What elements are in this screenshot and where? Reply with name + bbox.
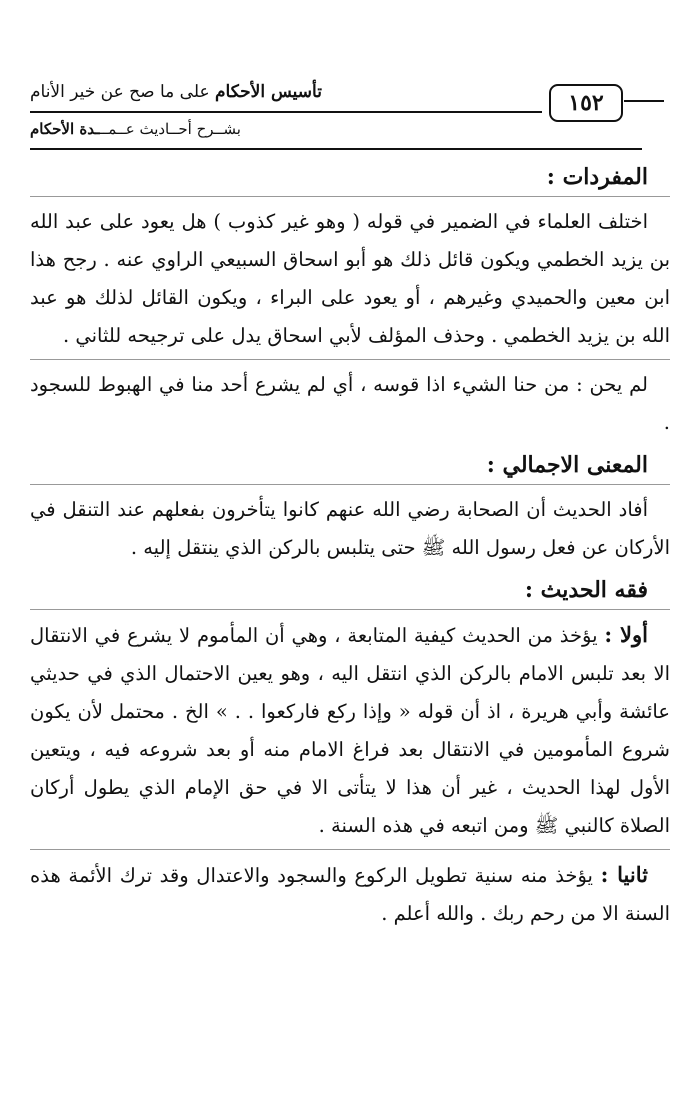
section-heading-fiqh: فقه الحديث : — [524, 577, 648, 603]
book-subtitle — [30, 120, 540, 138]
paragraph-fiqh-point-2 — [30, 856, 670, 933]
point-2-label: ثانيا : — [600, 862, 648, 887]
paragraph-mufradat-2: لم يحن : من حنا الشيء اذا قوسه ، أي لم يشرع أحد منا في الهبوط للسجود . — [30, 373, 670, 434]
book-subtitle-bold: ـدة الأحكام — [30, 120, 100, 138]
section-divider — [30, 609, 670, 610]
point-1-text: يؤخذ من الحديث كيفية المتابعة ، وهي أن المأموم لا يشرع في الانتقال الا بعد تلبس الامام بالركن الذي انتقل اليه ، وهو يعين الاحتمال الذي في حديثي عائشة وأبي هريرة ، اذ أن قوله « وإذا ركع فاركعوا . . » الخ . محتمل لأن يكون شروع المأمومين في الانتقال بعد فراغ الامام منه أو بعد شروعه فيه ، ويتعين الأول لهذا الحديث ، غير أن هذا لا يتأتى الا في حق الإمام الذي يطول أركان الصلاة كالنبي ﷺ ومن اتبعه في هذه السنة . — [30, 624, 670, 837]
paragraph-divider — [30, 849, 670, 850]
paragraph-mana-1: أفاد الحديث أن الصحابة رضي الله عنهم كانوا يتأخرون بفعلهم عند التنقل في الأركان عن فعل رسول الله ﷺ حتى يتلبس بالركن الذي ينتقل إليه . — [30, 498, 670, 559]
section-divider — [30, 196, 670, 197]
book-subtitle-light: بشــرح أحــاديث عــمــ — [99, 120, 241, 138]
header-rule-top — [30, 111, 542, 113]
running-header — [0, 72, 698, 152]
point-1-label: أولا : — [604, 622, 649, 647]
page-body — [30, 162, 670, 933]
section-heading-mufradat: المفردات : — [546, 164, 648, 190]
book-title — [30, 82, 540, 102]
point-2-text: يؤخذ منه سنية تطويل الركوع والسجود والاعتدال وقد ترك الأئمة هذه السنة الا من رحم ربك . والله أعلم . — [30, 864, 670, 925]
paragraph-fiqh-point-1 — [30, 616, 670, 845]
section-divider — [30, 484, 670, 485]
book-title-main: تأسيس الأحكام — [215, 82, 322, 102]
paragraph-divider — [30, 359, 670, 360]
section-heading-mana: المعنى الاجمالي : — [486, 452, 648, 478]
paragraph-mufradat-1: اختلف العلماء في الضمير في قوله ( وهو غير كذوب ) هل يعود على عبد الله بن يزيد الخطمي ويكون قائل ذلك هو أبو اسحاق السبيعي الراوي عنه . رجح هذا ابن معين والحميدي وغيرهم ، أو يعود على البراء ، ويكون القائل لذلك هو عبد الله بن يزيد الخطمي . وحذف المؤلف لأبي اسحاق يدل على ترجيحه للثاني . — [30, 210, 670, 347]
header-rule-right — [624, 100, 664, 102]
book-title-rest: على ما صح عن خير الأنام — [30, 82, 216, 102]
header-rule-bottom — [30, 148, 642, 150]
page-number: ١٥٢ — [549, 84, 623, 122]
